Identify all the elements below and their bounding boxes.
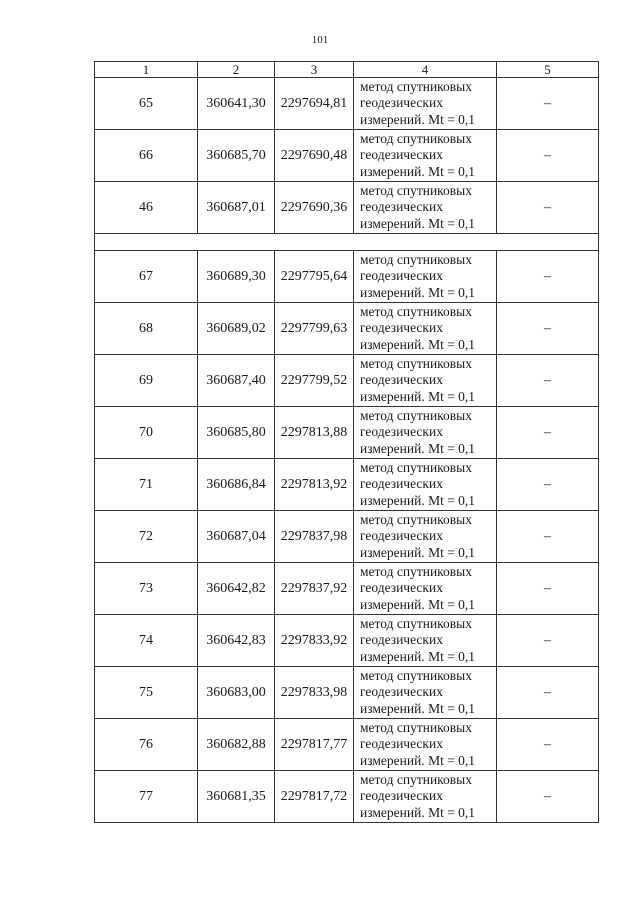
note-cell: – (497, 78, 599, 130)
table-row (95, 355, 599, 407)
method-line: геодезических (360, 736, 443, 752)
method-line: измерений. Mt = 0,1 (360, 388, 476, 404)
x-coordinate-cell: 360682,88 (198, 719, 275, 771)
point-number-cell: 67 (95, 251, 198, 303)
header-cell: 1 (95, 62, 198, 78)
method-line: метод спутниковых (360, 182, 472, 198)
x-coordinate-cell: 360687,40 (198, 355, 275, 407)
method-line: измерений. Mt = 0,1 (360, 596, 476, 612)
method-line: метод спутниковых (360, 615, 472, 631)
method-line: измерений. Mt = 0,1 (360, 336, 476, 352)
method-line: метод спутниковых (360, 303, 472, 319)
table-body (95, 78, 599, 823)
method-line: измерений. Mt = 0,1 (360, 804, 476, 820)
note-cell: – (497, 511, 599, 563)
y-coordinate-cell: 2297813,92 (275, 459, 354, 511)
point-number-cell: 74 (95, 615, 198, 667)
y-coordinate-cell: 2297833,92 (275, 615, 354, 667)
method-line: метод спутниковых (360, 511, 472, 527)
method-line: измерений. Mt = 0,1 (360, 492, 476, 508)
method-line: измерений. Mt = 0,1 (360, 440, 476, 456)
y-coordinate-cell: 2297694,81 (275, 78, 354, 130)
point-number-cell: 69 (95, 355, 198, 407)
point-number-cell: 46 (95, 182, 198, 234)
table-row (95, 615, 599, 667)
method-line: измерений. Mt = 0,1 (360, 215, 476, 231)
note-cell: – (497, 407, 599, 459)
method-line: измерений. Mt = 0,1 (360, 752, 476, 768)
method-cell (354, 719, 497, 771)
y-coordinate-cell: 2297817,77 (275, 719, 354, 771)
table-row (95, 667, 599, 719)
y-coordinate-cell: 2297795,64 (275, 251, 354, 303)
method-line: метод спутниковых (360, 251, 472, 267)
x-coordinate-cell: 360642,82 (198, 563, 275, 615)
table-row (95, 130, 599, 182)
method-line: метод спутниковых (360, 667, 472, 683)
method-line: измерений. Mt = 0,1 (360, 111, 476, 127)
table-row (95, 78, 599, 130)
method-line: геодезических (360, 684, 443, 700)
x-coordinate-cell: 360689,02 (198, 303, 275, 355)
separator-cell (95, 234, 599, 251)
x-coordinate-cell: 360641,30 (198, 78, 275, 130)
method-cell (354, 355, 497, 407)
method-line: измерений. Mt = 0,1 (360, 700, 476, 716)
method-line: геодезических (360, 147, 443, 163)
x-coordinate-cell: 360686,84 (198, 459, 275, 511)
note-cell: – (497, 719, 599, 771)
table-row (95, 511, 599, 563)
method-cell (354, 667, 497, 719)
y-coordinate-cell: 2297833,98 (275, 667, 354, 719)
note-cell: – (497, 182, 599, 234)
x-coordinate-cell: 360687,04 (198, 511, 275, 563)
method-line: геодезических (360, 424, 443, 440)
method-line: измерений. Mt = 0,1 (360, 648, 476, 664)
coordinates-table (94, 61, 599, 823)
table-row (95, 771, 599, 823)
note-cell: – (497, 615, 599, 667)
method-line: геодезических (360, 528, 443, 544)
method-cell (354, 130, 497, 182)
x-coordinate-cell: 360687,01 (198, 182, 275, 234)
note-cell: – (497, 251, 599, 303)
method-line: измерений. Mt = 0,1 (360, 284, 476, 300)
y-coordinate-cell: 2297813,88 (275, 407, 354, 459)
note-cell: – (497, 303, 599, 355)
method-cell (354, 459, 497, 511)
method-line: измерений. Mt = 0,1 (360, 163, 476, 179)
point-number-cell: 70 (95, 407, 198, 459)
note-cell: – (497, 355, 599, 407)
method-line: геодезических (360, 95, 443, 111)
header-cell: 2 (198, 62, 275, 78)
method-cell (354, 407, 497, 459)
method-line: геодезических (360, 320, 443, 336)
point-number-cell: 76 (95, 719, 198, 771)
y-coordinate-cell: 2297837,92 (275, 563, 354, 615)
method-cell (354, 771, 497, 823)
method-line: геодезических (360, 632, 443, 648)
table-row (95, 182, 599, 234)
table-row (95, 563, 599, 615)
point-number-cell: 75 (95, 667, 198, 719)
table-row (95, 303, 599, 355)
header-cell: 4 (354, 62, 497, 78)
table-row (95, 407, 599, 459)
point-number-cell: 71 (95, 459, 198, 511)
x-coordinate-cell: 360681,35 (198, 771, 275, 823)
table-row (95, 459, 599, 511)
method-line: метод спутниковых (360, 407, 472, 423)
note-cell: – (497, 667, 599, 719)
table-header-row (95, 62, 599, 78)
point-number-cell: 66 (95, 130, 198, 182)
method-line: геодезических (360, 199, 443, 215)
header-cell: 5 (497, 62, 599, 78)
method-cell (354, 251, 497, 303)
x-coordinate-cell: 360685,80 (198, 407, 275, 459)
point-number-cell: 68 (95, 303, 198, 355)
method-line: геодезических (360, 788, 443, 804)
method-line: метод спутниковых (360, 130, 472, 146)
point-number-cell: 77 (95, 771, 198, 823)
y-coordinate-cell: 2297817,72 (275, 771, 354, 823)
note-cell: – (497, 563, 599, 615)
method-line: метод спутниковых (360, 771, 472, 787)
method-line: метод спутниковых (360, 355, 472, 371)
method-cell (354, 563, 497, 615)
group-separator-row (95, 234, 599, 251)
note-cell: – (497, 459, 599, 511)
header-cell: 3 (275, 62, 354, 78)
method-line: метод спутниковых (360, 459, 472, 475)
y-coordinate-cell: 2297799,63 (275, 303, 354, 355)
y-coordinate-cell: 2297837,98 (275, 511, 354, 563)
method-line: геодезических (360, 580, 443, 596)
y-coordinate-cell: 2297690,48 (275, 130, 354, 182)
method-cell (354, 303, 497, 355)
method-cell (354, 511, 497, 563)
x-coordinate-cell: 360685,70 (198, 130, 275, 182)
method-cell (354, 78, 497, 130)
y-coordinate-cell: 2297690,36 (275, 182, 354, 234)
page-number: 101 (311, 34, 329, 46)
method-line: метод спутниковых (360, 563, 472, 579)
method-line: измерений. Mt = 0,1 (360, 544, 476, 560)
y-coordinate-cell: 2297799,52 (275, 355, 354, 407)
point-number-cell: 72 (95, 511, 198, 563)
method-line: метод спутниковых (360, 78, 472, 94)
method-cell (354, 615, 497, 667)
x-coordinate-cell: 360642,83 (198, 615, 275, 667)
point-number-cell: 65 (95, 78, 198, 130)
table-row (95, 251, 599, 303)
method-line: геодезических (360, 476, 443, 492)
method-line: геодезических (360, 268, 443, 284)
table-row (95, 719, 599, 771)
point-number-cell: 73 (95, 563, 198, 615)
method-line: метод спутниковых (360, 719, 472, 735)
note-cell: – (497, 130, 599, 182)
note-cell: – (497, 771, 599, 823)
x-coordinate-cell: 360683,00 (198, 667, 275, 719)
method-cell (354, 182, 497, 234)
method-line: геодезических (360, 372, 443, 388)
x-coordinate-cell: 360689,30 (198, 251, 275, 303)
